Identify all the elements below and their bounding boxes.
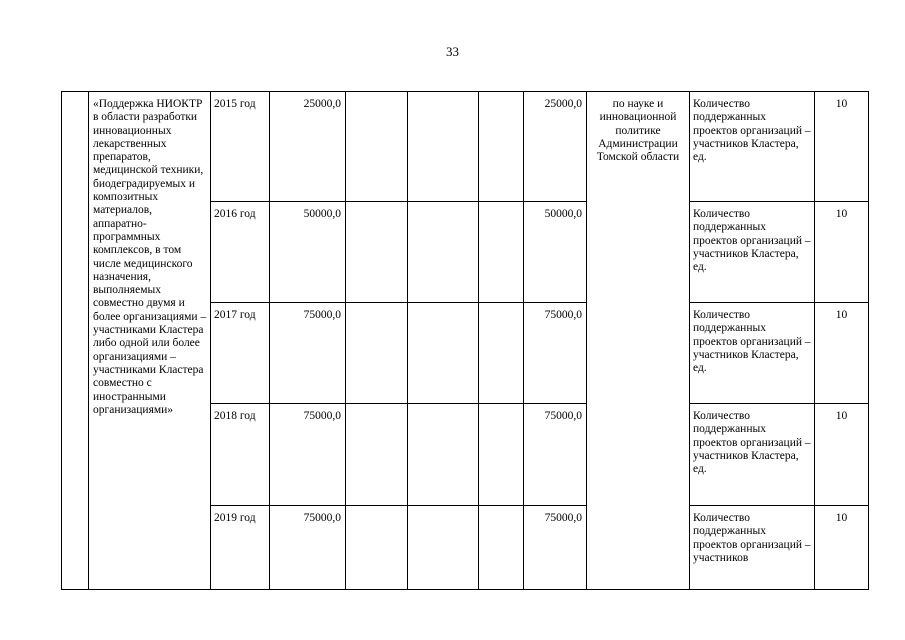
funding-cell-b [408,404,479,506]
indicator-cell: Количество поддержанных проектов организаций – участников Кластера, ед. [690,92,815,202]
funding-cell-a [346,404,408,506]
year-cell: 2016 год [211,202,270,303]
funding-cell-c [479,303,524,404]
funding-cell-b [408,202,479,303]
activity-description-cell: «Поддержка НИОКТР в области разработки инновационных лекарственных препаратов, медицинской техники, биодеградируемых и композитных материалов, аппаратно-программных комплексов, в том числе медицинского назначения, выполняемых совместно двумя и более организациями – участниками Кластера либо одной или более организациями – участниками Кластера совместно с иностранными организациями» [89,92,211,590]
total-amount-cell: 50000,0 [270,202,346,303]
total-amount-cell: 75000,0 [270,303,346,404]
funding-cell-b [408,303,479,404]
funding-cell-b [408,92,479,202]
indicator-cell: Количество поддержанных проектов организаций – участников Кластера, ед. [690,404,815,506]
year-cell: 2017 год [211,303,270,404]
funding-cell-d: 75000,0 [524,506,587,590]
table-row [62,92,869,202]
funding-cell-a [346,303,408,404]
funding-cell-c [479,506,524,590]
funding-cell-a [346,92,408,202]
indicator-cell: Количество поддержанных проектов организаций – участников Кластера, ед. [690,303,815,404]
indicator-cell: Количество поддержанных проектов организаций – участников Кластера, ед. [690,202,815,303]
executor-cell: по науке и инновационной политике Администрации Томской области [587,92,690,590]
indicator-value-cell: 10 [815,404,869,506]
total-amount-cell: 75000,0 [270,404,346,506]
funding-cell-d: 50000,0 [524,202,587,303]
funding-cell-a [346,202,408,303]
year-cell: 2018 год [211,404,270,506]
funding-cell-c [479,202,524,303]
funding-cell-c [479,404,524,506]
funding-cell-d: 75000,0 [524,404,587,506]
year-cell: 2015 год [211,92,270,202]
indicator-value-cell: 10 [815,202,869,303]
total-amount-cell: 25000,0 [270,92,346,202]
funding-cell-a [346,506,408,590]
indicator-text: Количество поддержанных проектов организаций – участников [693,512,811,564]
funding-cell-d: 75000,0 [524,303,587,404]
row-number-cell [62,92,89,590]
funding-cell-d: 25000,0 [524,92,587,202]
indicator-value-cell: 10 [815,303,869,404]
total-amount-cell: 75000,0 [270,506,346,590]
year-cell: 2019 год [211,506,270,590]
indicator-value-cell: 10 [815,92,869,202]
funding-cell-b [408,506,479,590]
page-number: 33 [446,44,459,59]
indicator-value-cell: 10 [815,506,869,590]
indicator-cell [690,506,815,590]
funding-cell-c [479,92,524,202]
program-activity-table [61,91,869,590]
